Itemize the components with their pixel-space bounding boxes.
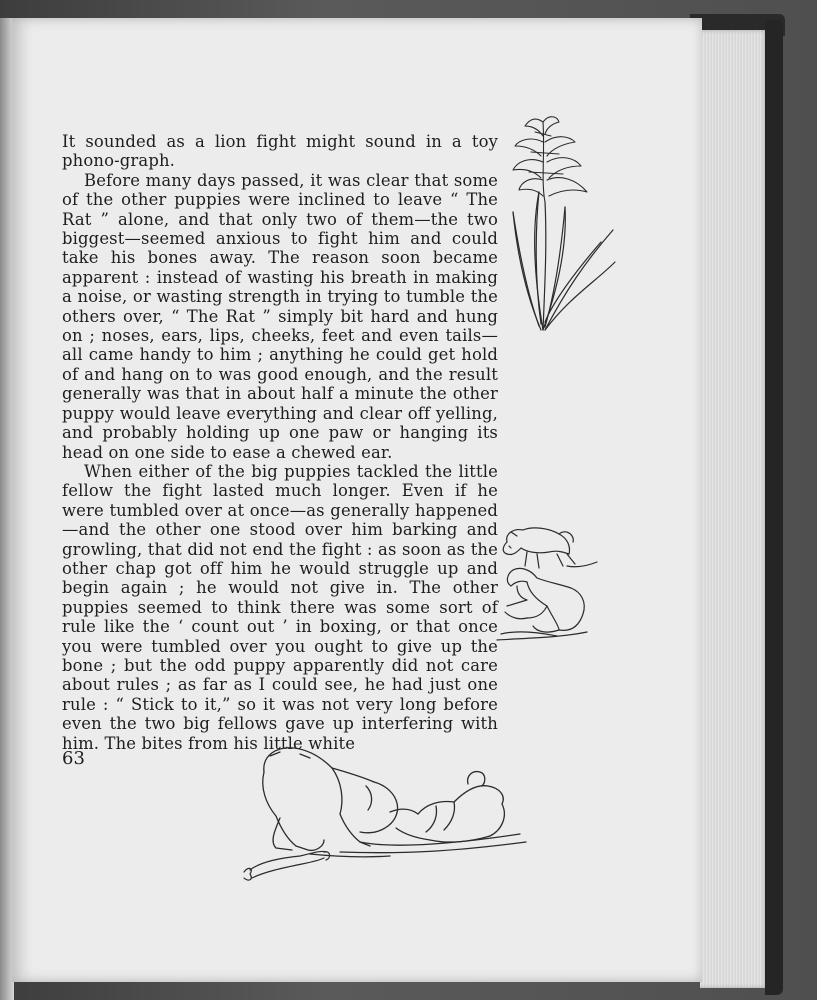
fighting-puppies-illustration xyxy=(240,742,530,884)
paragraph: Before many days passed, it was clear that some of the other puppies were inclined to leave “ The Rat ” alone, and that only two of them—the two biggest—seemed anxious to fight him and could take his bones away. The reason soon became apparent : instead of wasting his breath in making a noise, or wasting strength in trying to tumble the others over, “ The Rat ” simply bit hard and hung on ; noses, ears, lips, cheeks, feet and even tails—all came handy to him ; anything he could get hold of and hang on to was good enough, and the result generally was that in about half a minute the other puppy would leave everything and clear off yelling, and probably holding up one paw or hanging its head on one side to ease a chewed ear. xyxy=(62,170,498,462)
puppies-illustration xyxy=(497,522,605,650)
book-cover xyxy=(765,20,783,995)
paragraph: It sounded as a lion fight might sound in a toy phono-graph. xyxy=(62,132,498,171)
body-text xyxy=(62,132,498,753)
page-edges xyxy=(700,30,768,988)
page-number: 63 xyxy=(62,748,85,769)
paragraph: When either of the big puppies tackled the little fellow the fight lasted much longer. Even if he were tumbled over at once—as generally happened—and the other one stood over him barking and growling, that did not end the fight : as soon as the other chap got off him he would struggle up and begin again ; he would not give in. The other puppies seemed to think there was some sort of rule like the ‘ count out ’ in boxing, or that once you were tumbled over you ought to give up the bone ; but the odd puppy apparently did not care about rules ; as far as I could see, he had just one rule : “ Stick to it,” so it was not very long before even the two big fellows gave up interfering with him. The bites from his little white xyxy=(62,461,498,753)
flower-illustration xyxy=(505,112,620,334)
